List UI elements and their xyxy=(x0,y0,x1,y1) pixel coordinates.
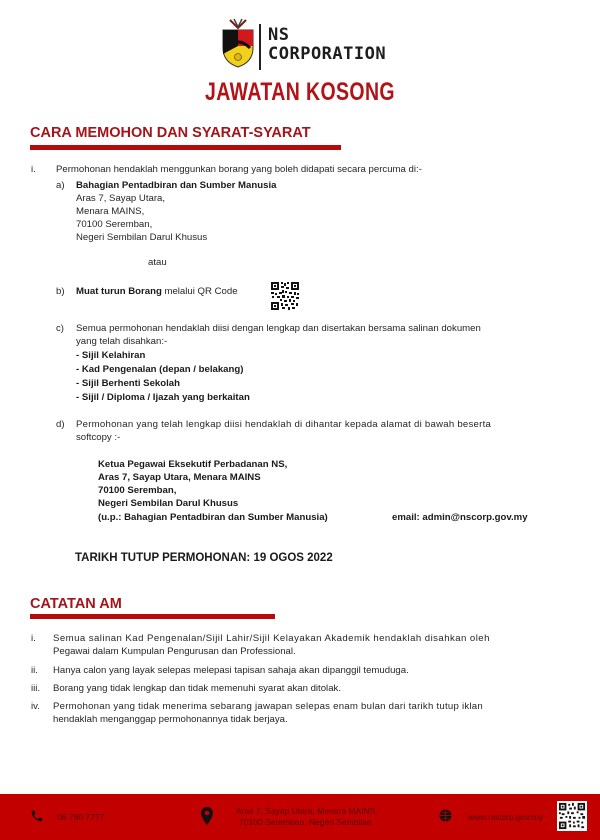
globe-icon xyxy=(439,809,452,822)
section-underline xyxy=(30,145,341,150)
recipient-address-line: 70100 Seremban, xyxy=(98,485,177,496)
item-label-d: d) xyxy=(56,419,65,430)
document-bullet-label: Kad Pengenalan (depan / belakang) xyxy=(81,364,244,375)
recipient-address-line: Negeri Sembilan Darul Khusus xyxy=(98,498,239,509)
office-address-line: Negeri Sembilan Darul Khusus xyxy=(76,232,208,243)
download-form-rest: melalui QR Code xyxy=(161,286,238,297)
item-number: i. xyxy=(31,164,36,175)
note-number: iv. xyxy=(31,701,40,712)
document-bullet: - Sijil / Diploma / Ijazah yang berkaitan xyxy=(76,392,250,403)
download-form-text xyxy=(76,286,238,298)
document-bullet-label: Sijil Berhenti Sekolah xyxy=(81,378,180,389)
note-text-line: Borang yang tidak lengkap dan tidak memenuhi syarat akan ditolak. xyxy=(53,683,341,694)
submission-text-line: Permohonan yang telah lengkap diisi hendaklah di dihantar kepada alamat di bawah beserta xyxy=(76,419,492,430)
item-text: Permohonan hendaklah menggunkan borang yang boleh didapati secara percuma di:- xyxy=(56,164,422,175)
footer-phone[interactable]: 06 760 7777 xyxy=(57,812,105,822)
recipient-address-line: Aras 7, Sayap Utara, Menara MAINS xyxy=(98,472,261,483)
note-text-line: Permohonan yang tidak menerima sebarang jawapan selepas enam bulan dari tarikh tutup iklan xyxy=(53,701,483,712)
download-form-bold: Muat turun Borang xyxy=(76,286,162,297)
document-bullet: - Kad Pengenalan (depan / belakang) xyxy=(76,364,244,375)
page-title: JAWATAN KOSONG xyxy=(204,78,396,106)
document-bullet-label: Sijil / Diploma / Ijazah yang berkaitan xyxy=(81,392,250,403)
item-label-c: c) xyxy=(56,323,64,334)
document-bullet: - Sijil Kelahiran xyxy=(76,350,146,361)
or-text: atau xyxy=(148,257,167,268)
note-text-line: Semua salinan Kad Pengenalan/Sijil Lahir/Sijil Kelayakan Akademik hendaklah disahkan oleh xyxy=(53,633,490,644)
item-label-a: a) xyxy=(56,180,65,191)
note-text-line: Pegawai dalam Kumpulan Pengurusan dan Professional. xyxy=(53,646,296,657)
logo-divider xyxy=(259,24,261,70)
footer-website[interactable]: www.nscorp.gov.my xyxy=(468,812,543,822)
closing-date: TARIKH TUTUP PERMOHONAN: 19 OGOS 2022 xyxy=(75,552,333,564)
documents-text-line: yang telah disahkan:- xyxy=(76,336,168,347)
crest-icon xyxy=(220,18,256,68)
footer-address-line: 70100 Seremban, Negeri Sembilan xyxy=(239,817,372,827)
note-number: iii. xyxy=(31,683,41,694)
office-address-line: Aras 7, Sayap Utara, xyxy=(76,193,166,204)
recipient-address-line: (u.p.: Bahagian Pentadbiran dan Sumber Manusia) xyxy=(98,512,328,523)
document-bullet-label: Sijil Kelahiran xyxy=(81,350,146,361)
item-label-b: b) xyxy=(56,286,65,297)
email-address[interactable]: email: admin@nscorp.gov.my xyxy=(392,512,528,523)
location-pin-icon xyxy=(201,807,213,825)
footer-address-line: Aras 7, Sayap Utara, Menara MAINS, xyxy=(236,806,378,816)
phone-icon xyxy=(30,809,44,823)
office-address-line: Menara MAINS, xyxy=(76,206,145,217)
office-address-line: 70100 Seremban, xyxy=(76,219,153,230)
brand-name xyxy=(268,26,386,64)
documents-text-line: Semua permohonan hendaklah diisi dengan lengkap dan disertakan bersama salinan dokumen xyxy=(76,323,481,334)
note-text-line: hendaklah menganggap permohonannya tidak berjaya. xyxy=(53,714,288,725)
submission-text-line: softcopy :- xyxy=(76,432,121,443)
recipient-address-line: Ketua Pegawai Eksekutif Perbadanan NS, xyxy=(98,459,288,470)
note-text-line: Hanya calon yang layak selepas melepasi tapisan sahaja akan dipanggil temuduga. xyxy=(53,665,409,676)
section-title-how-to-apply: CARA MEMOHON DAN SYARAT-SYARAT xyxy=(30,125,311,141)
brand-line-2: CORPORATION xyxy=(268,44,387,64)
document-bullet: - Sijil Berhenti Sekolah xyxy=(76,378,180,389)
brand-line-1: NS xyxy=(268,25,290,45)
note-number: ii. xyxy=(31,665,38,676)
qr-code-icon[interactable] xyxy=(270,281,300,311)
qr-code-icon[interactable] xyxy=(557,801,587,831)
section-title-general-notes: CATATAN AM xyxy=(30,596,122,612)
office-heading: Bahagian Pentadbiran dan Sumber Manusia xyxy=(76,180,277,191)
section-underline xyxy=(30,614,275,619)
note-number: i. xyxy=(31,633,36,644)
